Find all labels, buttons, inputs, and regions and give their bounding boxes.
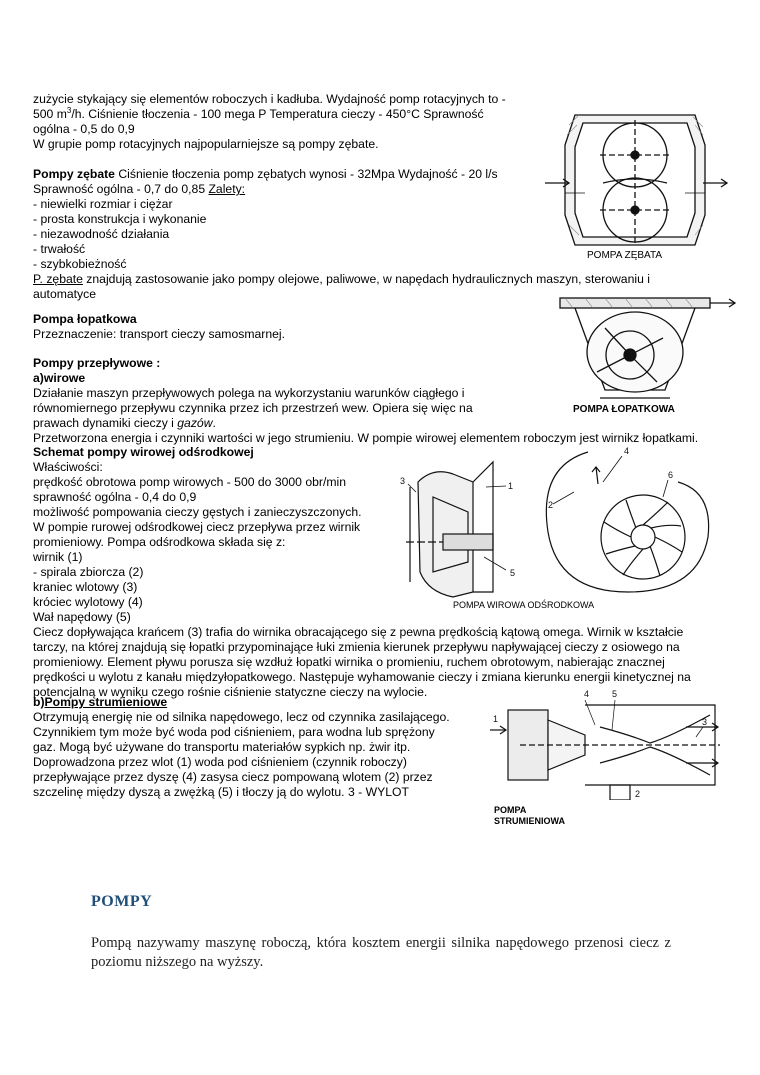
centrifugal-line: - spirala zbiorcza (2) [33,565,144,579]
jet-pump-caption-1: POMPA [494,805,527,815]
centrifugal-para-line: potencjalną w wyniku czego rośnie ciśnienie statyczne cieczy na wylocie. [33,685,428,699]
vane-pump-figure [545,290,740,420]
centrifugal-pump-drawing [398,442,733,602]
gear-pump-figure [545,105,730,265]
jet-line: Czynnikiem tym może być woda pod ciśnieniem, para wodna lub sprężony [33,725,435,739]
section-heading-pompy: POMPY [91,893,153,910]
centrifugal-para-line: prędkości u wylotu z kanału międzyłopatkowego. Następuje wyhamowanie cieczy i zmiana kierunku energii kinetycznej na [33,670,691,684]
gear-line-2: Sprawność ogólna - 0,7 do 0,85 Zalety: [33,182,246,196]
centrifugal-line: sprawność ogólna - 0,4 do 0,9 [33,490,197,504]
intro-line-1: zużycie stykający się elementów roboczych i kadłuba. Wydajność pomp rotacyjnych to - [33,92,506,106]
centrifugal-label-4: 4 [624,446,630,456]
jet-title: b)Pompy strumieniowe [33,695,168,709]
vane-title: Pompa łopatkowa [33,312,137,326]
gear-advantage-item: - niewielki rozmiar i ciężar [33,197,173,211]
centrifugal-line: promieniowy. Pompa odśrodkowa składa się z: [33,535,286,549]
jet-line: gaz. Mogą być używane do transportu materiałów sypkich np. żwir itp. [33,740,411,754]
flow-line-2: równomiernego przepływu czynnika przez ich przestrzeń wew. Opiera się więc na [33,401,473,415]
intro-line-4: W grupie pomp rotacyjnych najpopularniejsze są pompy zębate. [33,137,379,151]
intro-line-3: ogólna - 0,5 do 0,9 [33,122,135,136]
vane-pump-block [33,312,285,342]
jet-pump-drawing [490,685,730,800]
flow-sub: a)wirowe [33,371,86,385]
gear-advantage-item: - trwałość [33,242,86,256]
centrifugal-line: prędkość obrotowa pomp wirowych - 500 do 3000 obr/min [33,475,346,489]
gear-advantage-item: - niezawodność działania [33,227,170,241]
centrifugal-para-line: promieniowy. Element pływu porusza się wzdłuż łopatki wirnika o promieniu, ruchem obrotowym, nabierając znacznej [33,655,665,669]
centrifugal-line: Wał napędowy (5) [33,610,131,624]
jet-label-1: 1 [493,714,499,724]
centrifugal-pump-figure [398,442,733,617]
centrifugal-para-line: tarczy, na której znajdują się łopatki przypominające łuki zmienia kierunek przepływu napływającej cieczy z osiowego na [33,640,680,654]
centrifugal-line: wirnik (1) [33,550,83,564]
centrifugal-label-6: 6 [668,470,674,480]
centrifugal-line: króciec wylotowy (4) [33,595,143,609]
intro-line-2: 500 $m^3/h$. Ciśnienie tłoczenia - 100 mega P Temperatura cieczy - 450°C Sprawność [33,105,484,121]
gear-title: Pompy zębate [33,167,115,181]
centrifugal-title: Schemat pompy wirowej odśrodkowej [33,445,254,459]
flow-line-1: Działanie maszyn przepływowych polega na wykorzystaniu warunków ciągłego i [33,386,465,400]
jet-pump-figure [490,685,730,835]
centrifugal-line: możliwość pompowania cieczy gęstych i zanieczyszczonych. [33,505,362,519]
centrifugal-props-label: Właściwości: [33,460,103,474]
flow-title: Pompy przepływowe : [33,356,161,370]
jet-label-4: 4 [584,689,590,699]
centrifugal-label-5: 5 [510,568,516,578]
gear-advantage-item: - szybkobieżność [33,257,127,271]
flow-line-4: Przetworzona energia i czynniki wartości w jego strumieniu. W pompie wirowej elementem roboczym jest wirnikz łopatkami. [33,431,699,445]
centrifugal-line: W pompie rurowej odśrodkowej ciecz przepływa przez wirnik [33,520,361,534]
flow-line-3: prawach dynamiki cieczy i gazów. [33,416,216,430]
centrifugal-label-3: 3 [400,476,406,486]
vane-pump-drawing [545,290,740,405]
centrifugal-label-1: 1 [508,481,514,491]
centrifugal-line: kraniec wlotowy (3) [33,580,138,594]
gear-application: P. zębate znajdują zastosowanie jako pompy olejowe, paliwowe, w napędach hydraulicznych maszyn, sterowaniu i [33,272,650,286]
vane-text: Przeznaczenie: transport cieczy samosmarnej. [33,327,285,341]
gear-pump-drawing [545,105,730,265]
jet-block [33,695,450,800]
gear-line-1: Pompy zębate Ciśnienie tłoczenia pomp zębatych wynosi - 32Mpa Wydajność - 20 l/s [33,167,498,181]
centrifugal-label-2: 2 [548,500,554,510]
jet-line: Otrzymują energię nie od silnika napędowego, lecz od czynnika zasilającego. [33,710,450,724]
jet-line: Doprowadzona przez wlot (1) woda pod ciśnieniem (czynnik roboczy) [33,755,407,769]
jet-line: szczelinę między dyszą a zwężką (5) i tłoczy ją do wylotu. 3 - WYLOT [33,785,409,799]
centrifugal-para-line: Ciecz dopływająca krańcem (3) trafia do wirnika obracającego się z pewna prędkością kątową omega. Wirnik w kształcie [33,625,684,639]
jet-label-2: 2 [635,789,641,799]
vane-pump-caption: POMPA ŁOPATKOWA [573,404,675,415]
jet-label-5: 5 [612,689,618,699]
pompy-definition: Pompą nazywamy maszynę roboczą, która kosztem energii silnika napędowego przenosi ciecz z poziomu niższego na wyższy. [91,935,671,970]
jet-label-3: 3 [702,717,708,727]
gear-pump-caption: POMPA ZĘBATA [587,250,663,261]
gear-application-2: automatyce [33,287,97,301]
centrifugal-pump-caption: POMPA WIROWA ODŚRODKOWA [453,600,595,610]
intro-block [33,92,506,152]
jet-line: przepływające przez dyszę (4) zasysa ciecz pompowaną wlotem (2) przez [33,770,433,784]
jet-pump-caption-2: STRUMIENIOWA [494,816,565,826]
gear-advantage-item: - prosta konstrukcja i wykonanie [33,212,207,226]
